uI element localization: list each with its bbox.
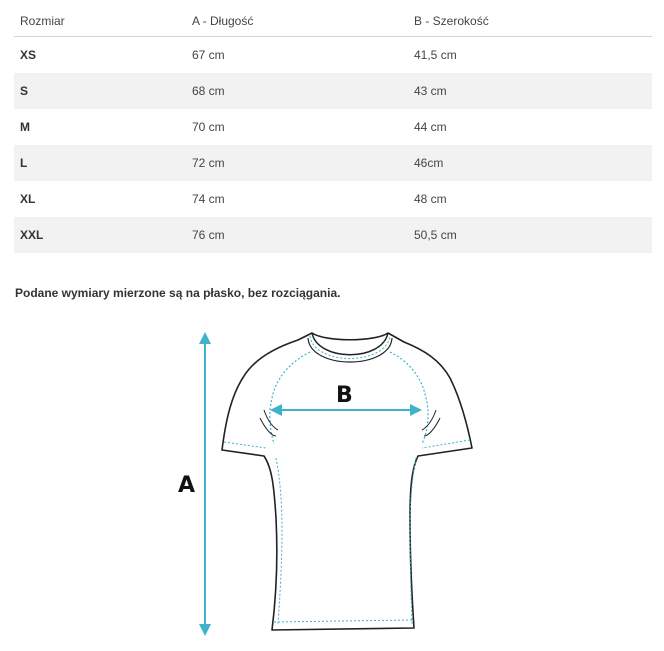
header-width: B - Szerokość [408, 6, 652, 37]
size-cell: XXL [14, 217, 186, 253]
length-label: A [178, 473, 196, 498]
size-cell: L [14, 145, 186, 181]
table-row [14, 145, 652, 181]
size-cell: XL [14, 181, 186, 217]
header-length: A - Długość [186, 6, 408, 37]
table-row [14, 217, 652, 253]
width-cell: 50,5 cm [408, 217, 652, 253]
shirt-diagram-svg [160, 318, 500, 644]
table-row [14, 37, 652, 74]
measurement-note: Podane wymiary mierzone są na płasko, bez rozciągania. [15, 286, 341, 300]
width-cell: 46cm [408, 145, 652, 181]
table-row [14, 181, 652, 217]
header-size: Rozmiar [14, 6, 186, 37]
length-cell: 76 cm [186, 217, 408, 253]
size-table [14, 6, 652, 253]
size-cell: S [14, 73, 186, 109]
length-cell: 72 cm [186, 145, 408, 181]
table-row [14, 73, 652, 109]
length-cell: 74 cm [186, 181, 408, 217]
table-row [14, 109, 652, 145]
shirt-diagram [160, 318, 500, 644]
width-cell: 48 cm [408, 181, 652, 217]
width-cell: 43 cm [408, 73, 652, 109]
shirt-outline [222, 333, 472, 630]
size-cell: XS [14, 37, 186, 74]
table-header-row [14, 6, 652, 37]
length-cell: 68 cm [186, 73, 408, 109]
width-cell: 41,5 cm [408, 37, 652, 74]
length-cell: 67 cm [186, 37, 408, 74]
length-cell: 70 cm [186, 109, 408, 145]
width-cell: 44 cm [408, 109, 652, 145]
size-cell: M [14, 109, 186, 145]
width-label: B [336, 383, 353, 408]
